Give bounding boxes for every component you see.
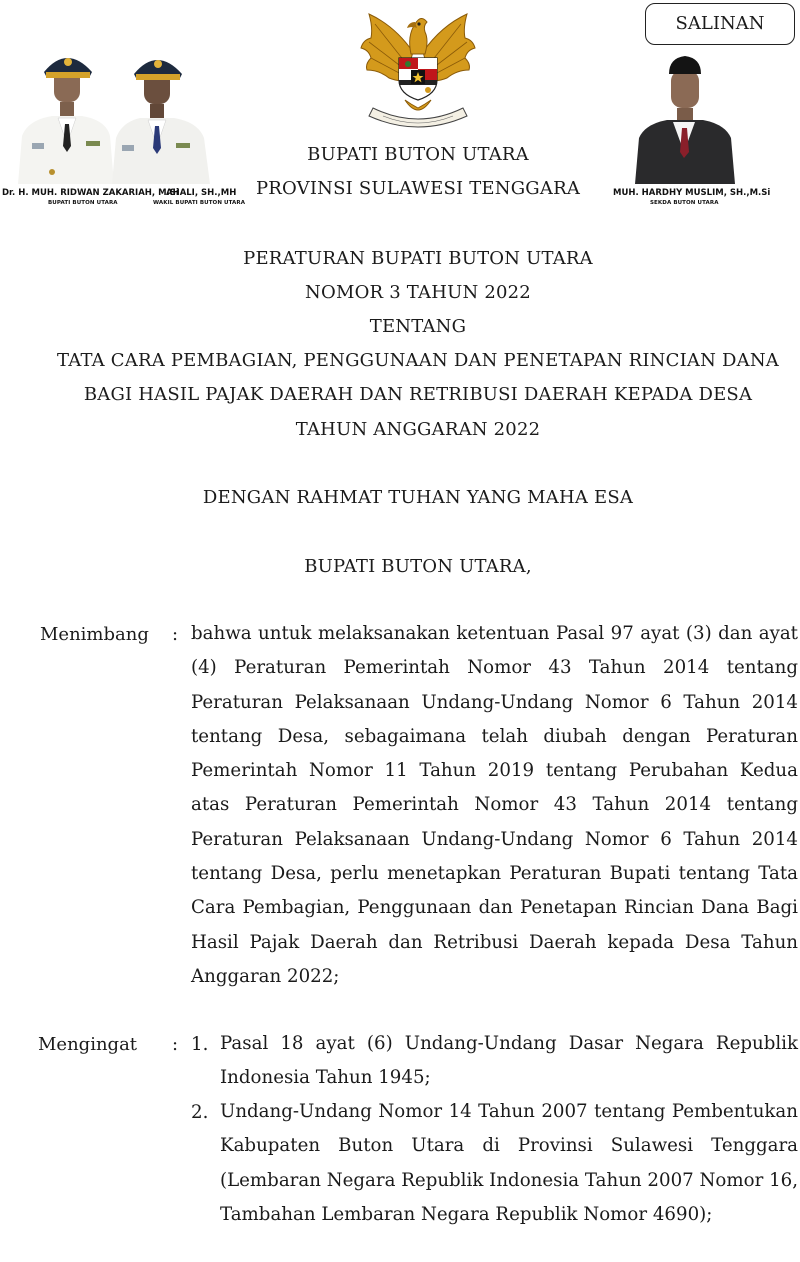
sekda-name: MUH. HARDHY MUSLIM, SH.,M.Si [613,188,771,198]
sekda-role: SEKDA BUTON UTARA [650,200,719,206]
opening-phrase: DENGAN RAHMAT TUHAN YANG MAHA ESA [202,487,634,508]
regulation-subject-line3: TAHUN ANGGARAN 2022 [295,419,541,440]
regulation-tentang: TENTANG [369,316,467,337]
bupati-name: Dr. H. MUH. RIDWAN ZAKARIAH, M.Si [2,188,179,198]
mengingat-item-1-number: 1. [191,1034,209,1055]
mengingat-label: Mengingat [38,1034,138,1055]
regulation-number: NOMOR 3 TAHUN 2022 [305,282,531,303]
salinan-stamp: SALINAN [645,3,795,45]
garuda-pancasila-emblem [355,8,481,134]
wakil-bupati-name: AHALI, SH.,MH [166,188,237,198]
mengingat-colon: : [172,1034,179,1055]
officials-photo-left [14,48,214,184]
regulation-subject-line2: BAGI HASIL PAJAK DAERAH DAN RETRIBUSI DAERAH KEPADA DESA [83,384,753,405]
menimbang-colon: : [172,624,179,645]
header-bupati: BUPATI BUTON UTARA [307,144,529,165]
sekda-photo [633,52,737,184]
issuer-line: BUPATI BUTON UTARA, [304,556,532,577]
regulation-subject-line1: TATA CARA PEMBAGIAN, PENGGUNAAN DAN PENETAPAN RINCIAN DANA [57,350,779,371]
wakil-bupati-portrait [112,60,210,184]
mengingat-item-2-number: 2. [191,1102,209,1123]
regulation-title: PERATURAN BUPATI BUTON UTARA [243,248,593,269]
wakil-bupati-role: WAKIL BUPATI BUTON UTARA [153,200,246,206]
menimbang-text: bahwa untuk melaksanakan ketentuan Pasal 97 ayat (3) dan ayat (4) Peraturan Pemerintah Nomor 43 Tahun 2014 tentang Peraturan Pelaksanaan Undang-Undang Nomor 6 Tahun 2014 tentang Desa, sebagaimana telah diubah dengan Peraturan Pemerintah Nomor 11 Tahun 2019 tentang Perubahan Kedua atas Peraturan Pemerintah Nomor 43 Tahun 2014 tentang Peraturan Pelaksanaan Undang-Undang Nomor 6 Tahun 2014 tentang Desa, perlu menetapkan Peraturan Bupati tentang Tata Cara Pembagian, Penggunaan dan Penetapan Rincian Dana Bagi Hasil Pajak Daerah dan Retribusi Daerah kepada Desa Tahun Anggaran 2022; [191,623,798,987]
bupati-portrait [18,58,114,184]
bupati-role: BUPATI BUTON UTARA [48,200,118,206]
header-provinsi: PROVINSI SULAWESI TENGGARA [255,178,581,199]
menimbang-label: Menimbang [40,624,149,645]
mengingat-item-2-text: Undang-Undang Nomor 14 Tahun 2007 tentang Pembentukan Kabupaten Buton Utara di Provinsi Sulawesi Tenggara (Lembaran Negara Republik Indonesia Tahun 2007 Nomor 16, Tambahan Lembaran Negara Republik Nomor 4690); [220,1101,798,1225]
mengingat-item-1-text: Pasal 18 ayat (6) Undang-Undang Dasar Negara Republik Indonesia Tahun 1945; [220,1033,798,1089]
